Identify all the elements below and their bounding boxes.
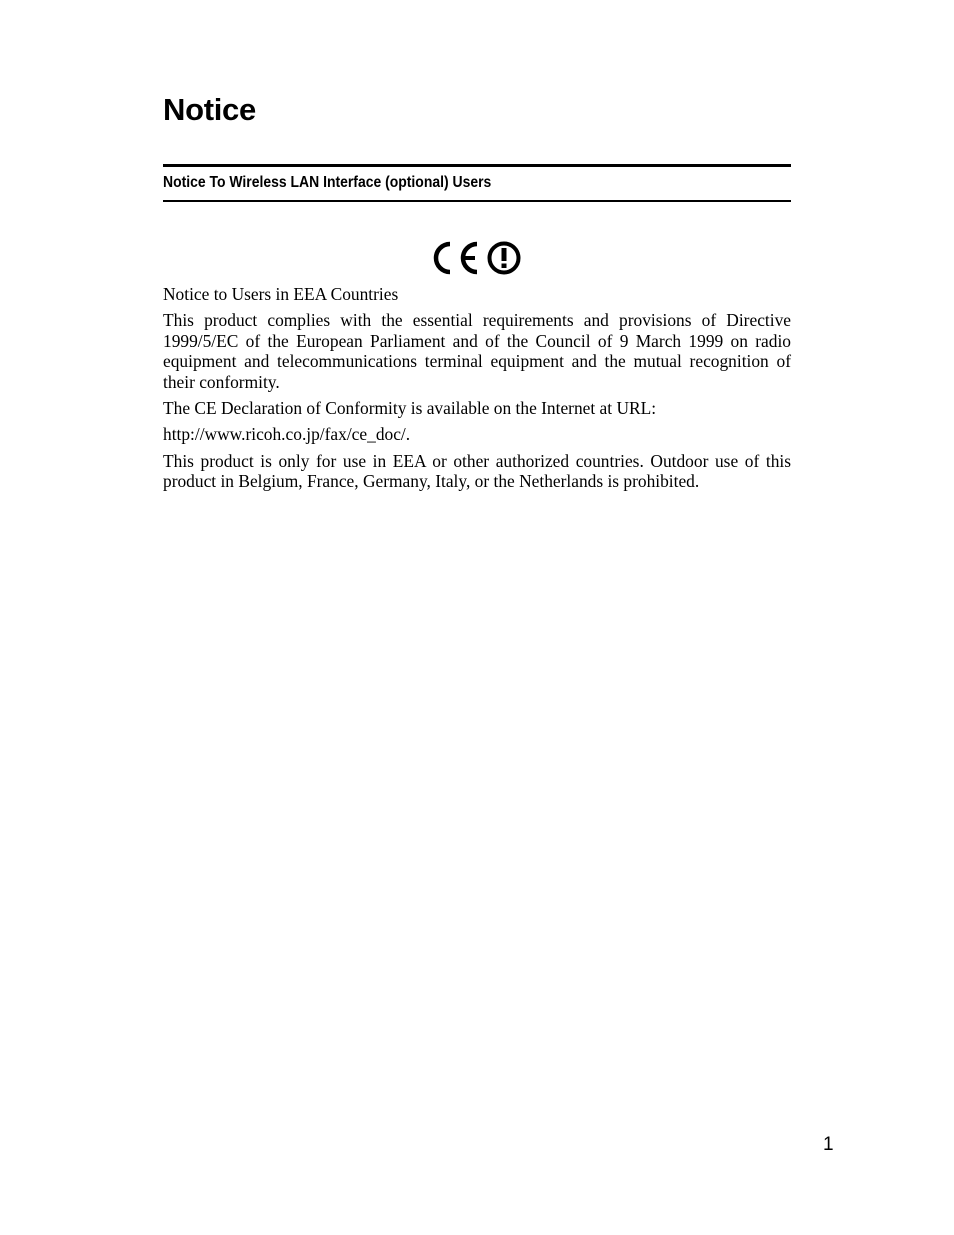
compliance-paragraph: This product complies with the essential requirements and provisions of Directive 1999/5/EC of the European Parliament and of the Council of 9 March 1999 on radio equipment and telecommunications terminal equipment and the mutual recognition of their conformity. — [163, 310, 791, 392]
declaration-url: http://www.ricoh.co.jp/fax/ce_doc/. — [163, 424, 411, 445]
section-title: Notice To Wireless LAN Interface (optional) Users — [163, 174, 492, 191]
ce-mark-icon — [433, 239, 523, 277]
certification-marks — [433, 239, 523, 277]
section-header — [163, 164, 791, 202]
declaration-paragraph: The CE Declaration of Conformity is available on the Internet at URL: — [163, 398, 657, 419]
eea-notice-heading: Notice to Users in EEA Countries — [163, 284, 399, 304]
page-number: 1 — [823, 1134, 834, 1155]
usage-restriction-paragraph: This product is only for use in EEA or other authorized countries. Outdoor use of this product in Belgium, France, Germany, Italy, or the Netherlands is prohibited. — [163, 450, 791, 492]
alert-circle-icon — [490, 244, 519, 273]
page-title: Notice — [163, 92, 256, 127]
body-text — [163, 284, 791, 498]
